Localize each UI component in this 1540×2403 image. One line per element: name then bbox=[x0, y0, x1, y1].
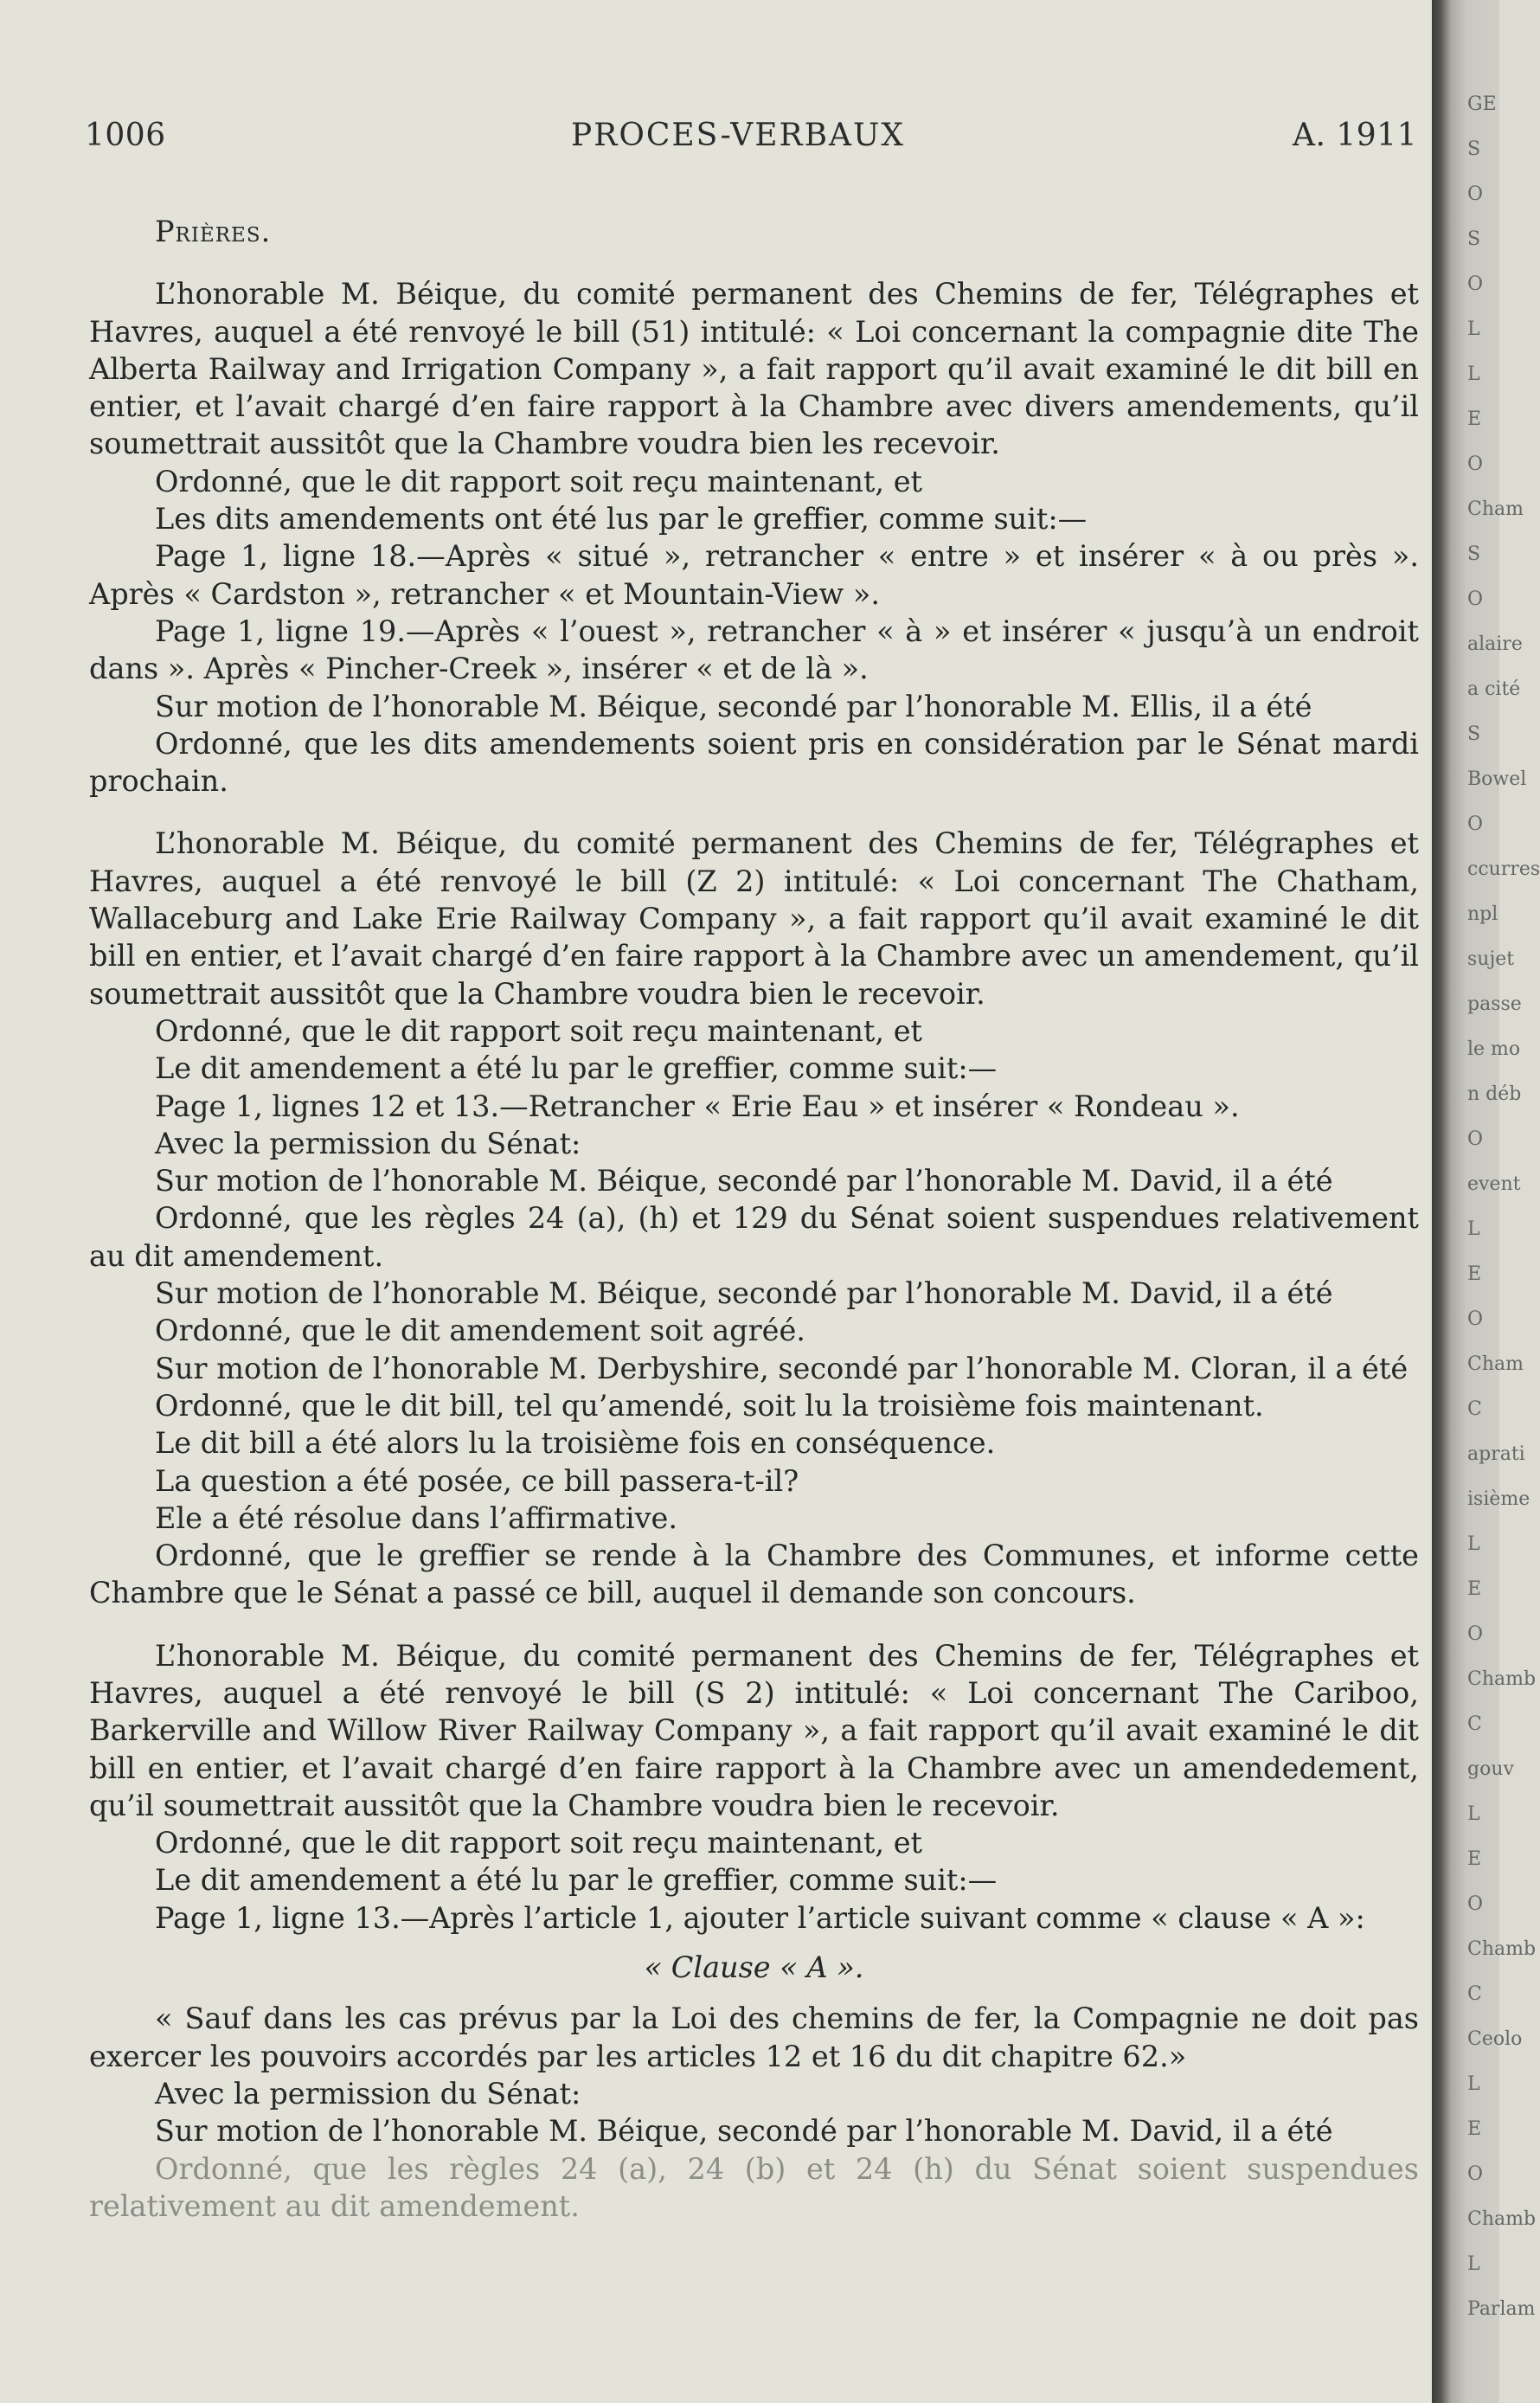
margin-fragment: n déb bbox=[1467, 1083, 1522, 1105]
page-header bbox=[85, 118, 1417, 161]
paragraph: Ele a été résolue dans l’affirmative. bbox=[155, 1500, 677, 1535]
margin-fragment: a cité bbox=[1467, 678, 1521, 700]
margin-fragment: E bbox=[1467, 1578, 1482, 1600]
paragraph: « Sauf dans les cas prévus par la Loi des chemins de fer, la Compagnie ne doit pas exercer les pouvoirs accordés par les articles 12 et 16 du dit chapitre 62.» bbox=[89, 2001, 1419, 2073]
page-title: PROCES-VERBAUX bbox=[571, 118, 905, 153]
margin-fragment: E bbox=[1467, 408, 1482, 430]
paragraph: Le dit bill a été alors lu la troisième fois en conséquence. bbox=[155, 1426, 996, 1461]
margin-fragment: Ceolo bbox=[1467, 2028, 1523, 2050]
paragraph: Ordonné, que les dits amendements soient pris en considération par le Sénat mardi prochain. bbox=[89, 726, 1419, 799]
margin-fragment: L bbox=[1467, 318, 1480, 340]
paragraph: Ordonné, que les règles 24 (a), (h) et 129 du Sénat soient suspendues relativement au dit amendement. bbox=[89, 1201, 1419, 1273]
paragraph: Ordonné, que le dit bill, tel qu’amendé, soit lu la troisième fois maintenant. bbox=[155, 1388, 1264, 1423]
paragraph: Le dit amendement a été lu par le greffier, comme suit:— bbox=[155, 1863, 998, 1898]
paragraph: Page 1, lignes 12 et 13.—Retrancher « Erie Eau » et insérer « Rondeau ». bbox=[155, 1089, 1240, 1123]
margin-fragment: alaire bbox=[1467, 633, 1523, 655]
paragraph: Ordonné, que les règles 24 (a), 24 (b) et 24 (h) du Sénat soient suspendues relativement au dit amendement. bbox=[89, 2151, 1419, 2223]
margin-fragment: O bbox=[1467, 588, 1484, 610]
margin-fragment: le mo bbox=[1467, 1038, 1521, 1060]
margin-fragment: O bbox=[1467, 2163, 1484, 2185]
margin-fragment: Parlam bbox=[1467, 2298, 1536, 2320]
margin-fragment: ccurres bbox=[1467, 858, 1540, 880]
paragraph: Ordonné, que le dit amendement soit agréé. bbox=[155, 1314, 805, 1348]
page-number: 1006 bbox=[85, 118, 166, 153]
document-body bbox=[89, 213, 1419, 2225]
margin-fragment: C bbox=[1467, 1398, 1482, 1420]
prayers-heading: Prières. bbox=[155, 215, 272, 248]
margin-fragment: O bbox=[1467, 1128, 1484, 1150]
paragraph: Sur motion de l’honorable M. Béique, secondé par l’honorable M. Ellis, il a été bbox=[155, 689, 1312, 723]
paragraph: Page 1, ligne 13.—Après l’article 1, ajouter l’article suivant comme « clause « A »: bbox=[155, 1900, 1365, 1935]
paragraph: Avec la permission du Sénat: bbox=[155, 2076, 581, 2111]
margin-fragment: aprati bbox=[1467, 1443, 1525, 1465]
paragraph: Le dit amendement a été lu par le greffier, comme suit:— bbox=[155, 1051, 998, 1086]
margin-fragment: L bbox=[1467, 2253, 1480, 2275]
margin-fragment: L bbox=[1467, 1803, 1480, 1825]
margin-fragment: O bbox=[1467, 183, 1484, 205]
margin-fragment: O bbox=[1467, 813, 1484, 835]
paragraph: Page 1, ligne 19.—Après « l’ouest », retrancher « à » et insérer « jusqu’à un endroit dans ». Après « Pincher-Creek », insérer « et de là ». bbox=[89, 614, 1419, 686]
margin-fragment: E bbox=[1467, 1848, 1482, 1870]
margin-fragment: gouv bbox=[1467, 1758, 1514, 1780]
margin-fragment: L bbox=[1467, 363, 1480, 385]
paragraph: Sur motion de l’honorable M. Béique, secondé par l’honorable M. David, il a été bbox=[155, 2114, 1333, 2149]
paragraph: Avec la permission du Sénat: bbox=[155, 1126, 581, 1160]
margin-fragment: E bbox=[1467, 2118, 1482, 2140]
margin-fragment: Cham bbox=[1467, 498, 1524, 520]
margin-fragment: O bbox=[1467, 1893, 1484, 1915]
paragraph: Ordonné, que le dit rapport soit reçu maintenant, et bbox=[155, 1013, 922, 1048]
margin-fragment: S bbox=[1467, 228, 1481, 250]
margin-fragment: S bbox=[1467, 723, 1481, 745]
paragraph: L’honorable M. Béique, du comité permanent des Chemins de fer, Télégraphes et Havres, auquel a été renvoyé le bill (Z 2) intitulé: « Loi concernant The Chatham, Wallaceburg and Lake Erie Railway Company », a fait rapport qu’il avait examiné le dit bill en entier, et l’avait chargé d’en faire rapport à la Chambre avec un amendement, qu’il soumettrait aussitôt que la Chambre voudra bien le recevoir. bbox=[89, 826, 1419, 1011]
margin-fragment: npl bbox=[1467, 903, 1498, 925]
paragraph: L’honorable M. Béique, du comité permanent des Chemins de fer, Télégraphes et Havres, auquel a été renvoyé le bill (51) intitulé: « Loi concernant la compagnie dite The Alberta Railway and Irrigation Company », a fait rapport qu’il avait examiné le dit bill en entier, et l’avait chargé d’en faire rapport à la Chambre avec divers amendements, qu’il soumettrait aussitôt que la Chambre voudra bien les recevoir. bbox=[89, 277, 1419, 461]
paragraph: La question a été posée, ce bill passera-t-il? bbox=[155, 1463, 799, 1498]
paragraph: Les dits amendements ont été lus par le greffier, comme suit:— bbox=[155, 502, 1088, 536]
margin-fragment: sujet bbox=[1467, 948, 1515, 970]
margin-fragment: Chamb bbox=[1467, 1938, 1537, 1960]
clause-heading: « Clause « A ». bbox=[644, 1950, 864, 1985]
margin-fragment: passe bbox=[1467, 993, 1522, 1015]
paragraph: L’honorable M. Béique, du comité permanent des Chemins de fer, Télégraphes et Havres, auquel a été renvoyé le bill (S 2) intitulé: « Loi concernant The Cariboo, Barkerville and Willow River Railway Company », a fait rapport qu’il avait examiné le dit bill en entier, et l’avait chargé d’en faire rapport à la Chambre avec un amendedement, qu’il soumettrait aussitôt que la Chambre voudra bien le recevoir. bbox=[89, 1638, 1419, 1822]
paragraph: Ordonné, que le dit rapport soit reçu maintenant, et bbox=[155, 464, 922, 498]
margin-fragment: L bbox=[1467, 1533, 1480, 1555]
margin-fragment: Cham bbox=[1467, 1353, 1524, 1375]
margin-fragment: L bbox=[1467, 2073, 1480, 2095]
margin-fragment: event bbox=[1467, 1173, 1521, 1195]
margin-fragment: S bbox=[1467, 543, 1481, 565]
margin-fragment: O bbox=[1467, 273, 1484, 295]
margin-fragment: C bbox=[1467, 1983, 1482, 2005]
paragraph: Sur motion de l’honorable M. Béique, secondé par l’honorable M. David, il a été bbox=[155, 1164, 1333, 1198]
margin-fragment: GE bbox=[1467, 93, 1497, 115]
margin-fragment: O bbox=[1467, 1308, 1484, 1330]
margin-fragment: C bbox=[1467, 1713, 1482, 1735]
margin-fragment: E bbox=[1467, 1263, 1482, 1285]
paragraph: Sur motion de l’honorable M. Béique, secondé par l’honorable M. David, il a été bbox=[155, 1276, 1333, 1311]
margin-fragment: Chamb bbox=[1467, 1668, 1537, 1690]
margin-fragment: isième bbox=[1467, 1488, 1530, 1510]
paragraph: Page 1, ligne 18.—Après « situé », retrancher « entre » et insérer « à ou près ». Après « Cardston », retrancher « et Mountain-View ». bbox=[89, 539, 1419, 611]
margin-fragment: L bbox=[1467, 1218, 1480, 1240]
paragraph: Ordonné, que le dit rapport soit reçu maintenant, et bbox=[155, 1826, 922, 1860]
page-year: A. 1911 bbox=[1292, 118, 1417, 153]
margin-fragment: Chamb bbox=[1467, 2208, 1537, 2230]
margin-fragment: O bbox=[1467, 1623, 1484, 1645]
margin-fragment: Bowel bbox=[1467, 768, 1527, 790]
paragraph: Ordonné, que le greffier se rende à la Chambre des Communes, et informe cette Chambre que le Sénat a passé ce bill, auquel il demande son concours. bbox=[89, 1539, 1419, 1610]
margin-fragment: S bbox=[1467, 138, 1481, 160]
margin-fragment: O bbox=[1467, 453, 1484, 475]
paragraph: Sur motion de l’honorable M. Derbyshire, secondé par l’honorable M. Cloran, il a été bbox=[155, 1351, 1408, 1385]
